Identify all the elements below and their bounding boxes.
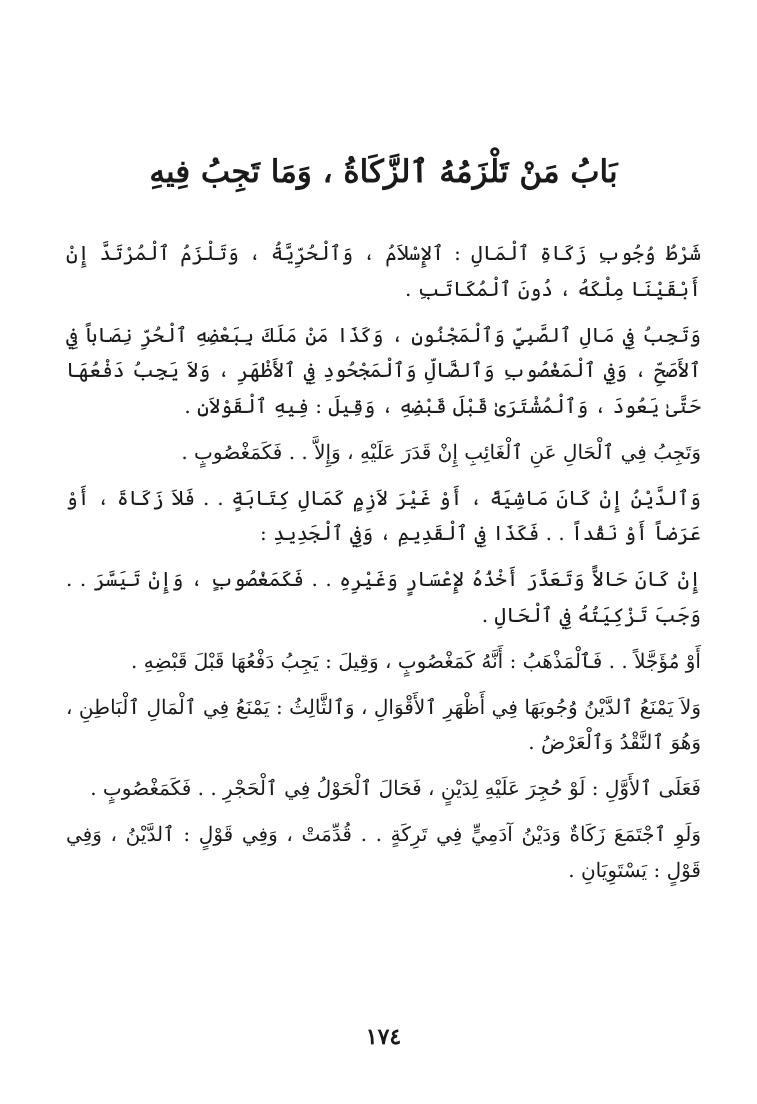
paragraph: فَعَلَى ٱلأَوَّلِ : لَوْ حُجِرَ عَلَيْهِ لِدَيْنٍ ، فَحَالَ ٱلْحَوْلُ فِي ٱلْحَجْرِ . . فَكَمَغْصُوبٍ . (90, 776, 701, 800)
book-page (66, 0, 701, 1104)
chapter-title: بَابُ مَنْ تَلْزَمُهُ ٱلزَّكَاةُ ، وَمَا تَجِبُ فِيهِ (149, 154, 618, 190)
page-number: ١٧٤ (365, 1024, 402, 1050)
paragraph: وَٱلدَّيْنُ إِنْ كَانَ مَاشِيَةً ، أَوْ غَيْرَ لاَزِمٍ كَمَالِ كِتَابَةٍ . . فَلاَ زَكَاةَ ، أَوْ عَرَضاً أَوْ نَقْداً . . فَكَذَا فِي ٱلْقَدِيمِ ، وَفِي ٱلْجَدِيدِ : (66, 485, 701, 545)
paragraph: وَلاَ يَمْنَعُ ٱلدَّيْنُ وُجُوبَهَا فِي أَظْهَرِ ٱلأَقْوَالِ ، وَٱلثَّالِثُ : يَمْنَعُ فِي ٱلْمَالِ ٱلْبَاطِنِ ، وَهُوَ ٱلنَّقْدُ وَٱلْعَرْضُ . (66, 694, 701, 754)
paragraph: شَرْطُ وُجُوبِ زَكَاةِ ٱلْمَالِ : ٱلإِسْلاَمُ ، وَٱلْحُرِّيَّةُ ، وَتَلْزَمُ ٱلْمُرْتَدَّ إِنْ أَبْقَيْنَا مِلْكَهُ ، دُونَ ٱلْمُكَاتَبِ . (66, 241, 701, 301)
body-text (66, 236, 701, 899)
paragraph: وَتَجِبُ فِي ٱلْحَالِ عَنِ ٱلْغَائِبِ إِنْ قَدَرَ عَلَيْهِ ، وَإِلاَّ . . فَكَمَغْصُوبٍ . (181, 439, 701, 464)
paragraph: وَتَجِبُ فِي مَالِ ٱلصَّبِيِّ وَٱلْمَجْنُونِ ، وَكَذَا مَنْ مَلَكَ بِبَعْضِهِ ٱلْحُرِّ نِصَاباً فِي ٱلأَصَحِّ ، وَفِي ٱلْمَغْصُوبِ وَٱلضَّالِّ وَٱلْمَجْحُودِ فِي ٱلأَظْهَرِ ، وَلاَ يَجِبُ دَفْعُهَا حَتَّىٰ يَعُودَ ، وَٱلْمُشْتَرَىٰ قَبْلَ قَبْضِهِ ، وَقِيلَ : فِيهِ ٱلْقَوْلاَنِ . (66, 322, 701, 418)
paragraph: وَلَوِ ٱجْتَمَعَ زَكَاةٌ وَدَيْنُ آدَمِيٍّ فِي تَرِكَةٍ . . قُدِّمَتْ ، وَفِي قَوْلٍ : ٱلدَّيْنُ ، وَفِي قَوْلٍ : يَسْتَوِيَانِ . (66, 822, 701, 882)
paragraph: أَوْ مُؤَجَّلاً . . فَٱلْمَذْهَبُ : أَنَّهُ كَمَغْصُوبٍ ، وَقِيلَ : يَجِبُ دَفْعُهَا قَبْلَ قَبْضِهِ . (131, 648, 701, 673)
paragraph: إِنْ كَانَ حَالاًّ وَتَعَذَّرَ أَخْذُهُ لإِعْسَارٍ وَغَيْرِهِ . . فَكَمَغْصُوبٍ ، وَإِنْ تَيَسَّرَ . . وَجَبَ تَزْكِيَتُهُ فِي ٱلْحَالِ . (66, 567, 701, 627)
